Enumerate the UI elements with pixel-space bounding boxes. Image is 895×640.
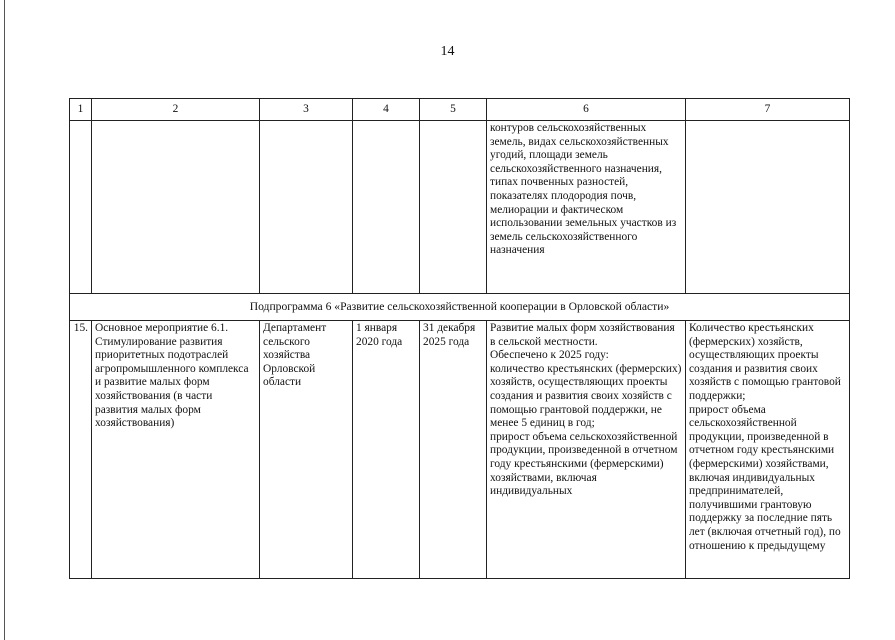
indicators-cell: Количество крестьянских (фермерских) хозяйств, осуществляющих проекты создания и развития своих хозяйств с помощью грантовой поддержки; прирост объема сельскохозяйственной продукции, произведенной в отчетном году крестьянскими (фермерскими) хозяйствами, включая индивидуальных предпринимателей, получившими грантовую поддержку за последние пять лет (включая отчетный год), по отношению к предыдущему xyxy=(686,321,850,579)
cont-cell-5 xyxy=(420,121,487,294)
end-date-cell: 31 декабря 2025 года xyxy=(420,321,487,579)
header-col-1: 1 xyxy=(70,99,92,121)
header-col-7: 7 xyxy=(686,99,850,121)
cont-cell-6: контуров сельскохозяйственных земель, видах сельскохозяйственных угодий, площади земель сельскохозяйственного назначения, типах почвенных разностей, показателях плодородия почв, мелиорации и фактическом использовании земельных участков из земель сельскохозяйственного назначения xyxy=(487,121,686,294)
header-col-5: 5 xyxy=(420,99,487,121)
page-margin-line xyxy=(4,0,5,640)
subprogram-row xyxy=(70,294,850,321)
cont-cell-3 xyxy=(260,121,353,294)
header-row xyxy=(70,99,850,121)
page-number: 14 xyxy=(440,44,455,59)
measure-cell: Основное мероприятие 6.1. Стимулирование развития приоритетных подотраслей агропромышленного комплекса и развитие малых форм хозяйствования (в части развития малых форм хозяйствования) xyxy=(92,321,260,579)
cont-cell-4 xyxy=(353,121,420,294)
header-col-3: 3 xyxy=(260,99,353,121)
header-col-2: 2 xyxy=(92,99,260,121)
program-table xyxy=(69,98,850,579)
cont-cell-1 xyxy=(70,121,92,294)
table-row xyxy=(70,321,850,579)
row-number: 15. xyxy=(70,321,92,579)
start-date-cell: 1 января 2020 года xyxy=(353,321,420,579)
cont-cell-7 xyxy=(686,121,850,294)
cont-cell-2 xyxy=(92,121,260,294)
header-col-6: 6 xyxy=(487,99,686,121)
continuation-row xyxy=(70,121,850,294)
executor-cell: Департамент сельского хозяйства Орловской области xyxy=(260,321,353,579)
subprogram-title: Подпрограмма 6 «Развитие сельскохозяйственной кооперации в Орловской области» xyxy=(70,294,850,321)
result-cell: Развитие малых форм хозяйствования в сельской местности. Обеспечено к 2025 году: количество крестьянских (фермерских) хозяйств, осуществляющих проекты создания и развития своих хозяйств с помощью грантовой поддержки, не менее 5 единиц в год; прирост объема сельскохозяйственной продукции, произведенной в отчетном году крестьянскими (фермерскими) хозяйствами, включая индивидуальных xyxy=(487,321,686,579)
header-col-4: 4 xyxy=(353,99,420,121)
